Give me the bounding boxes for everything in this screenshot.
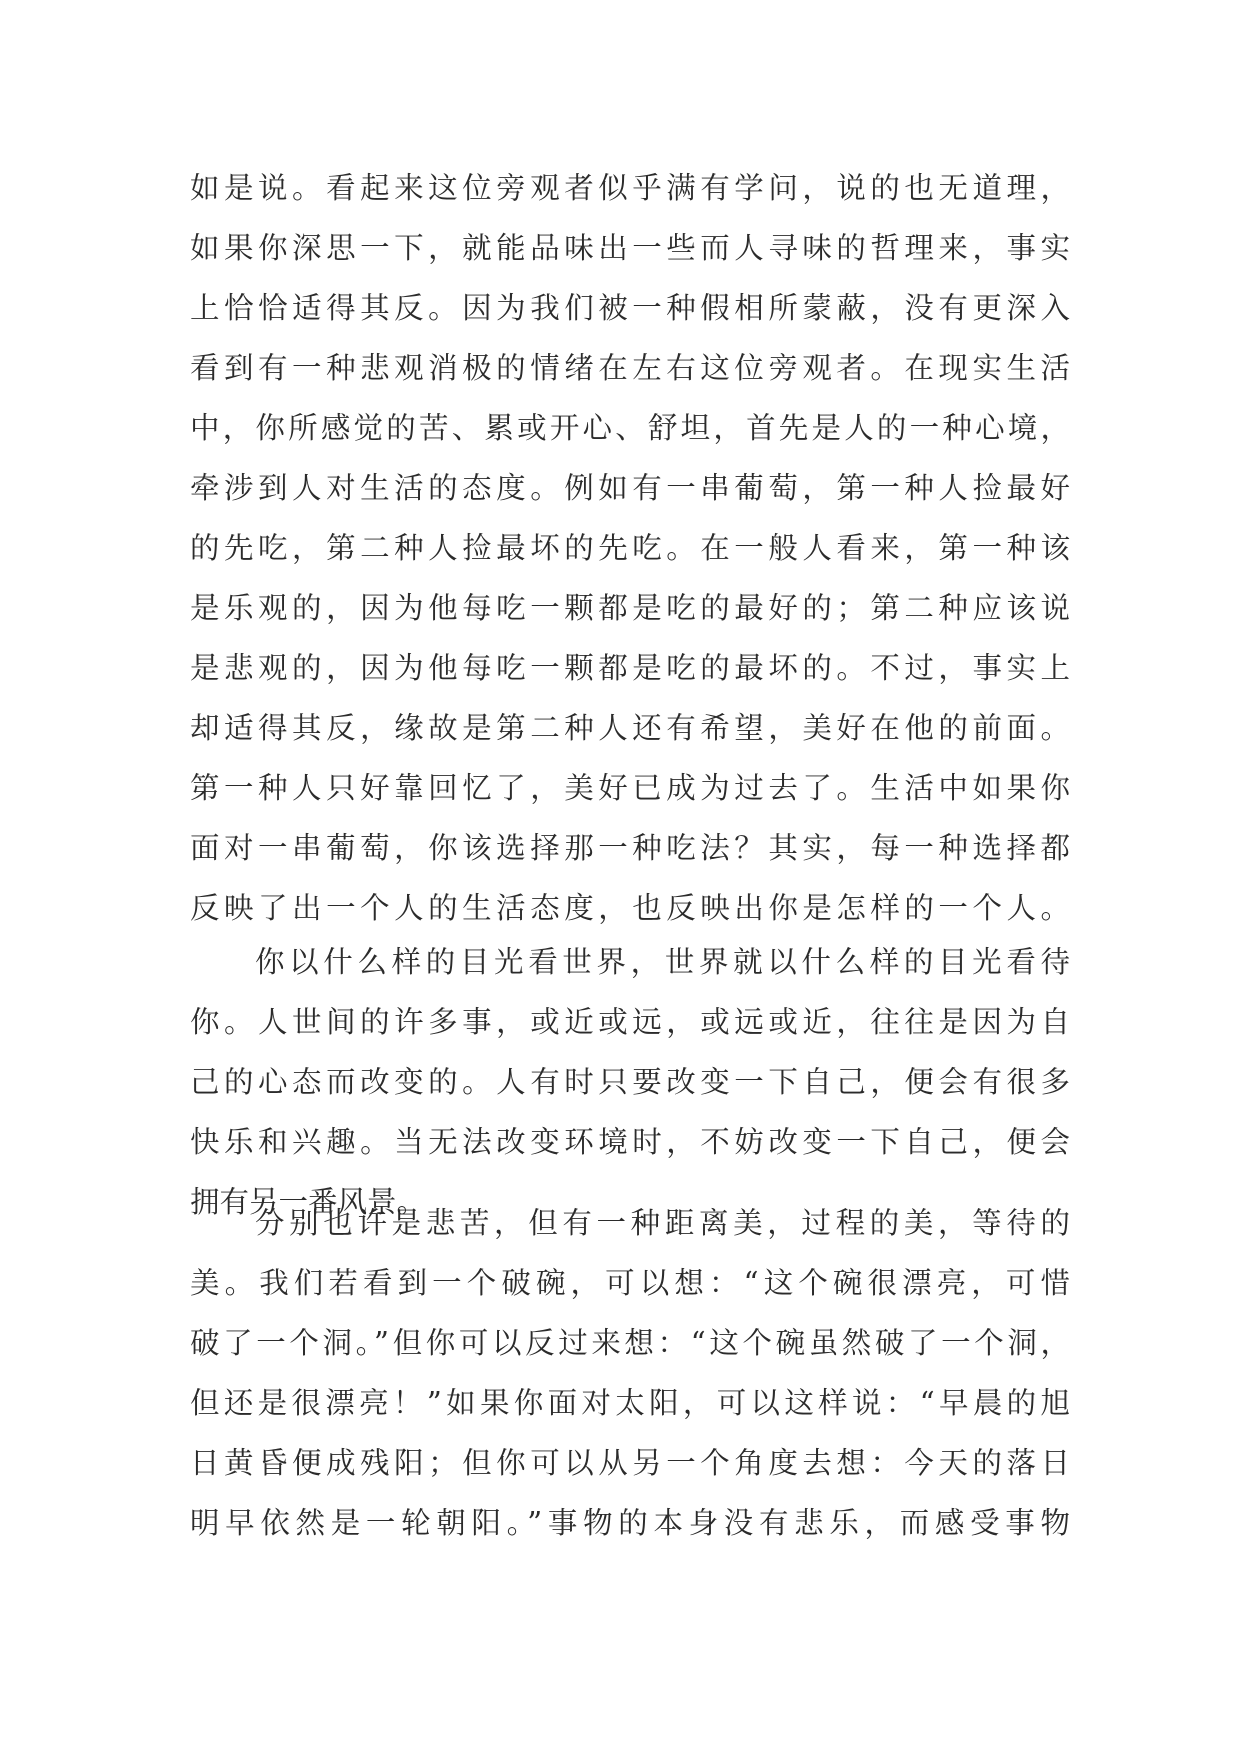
text-line: 你以什么样的目光看世界，世界就以什么样的目光看待	[255, 945, 1070, 979]
text-line: 你。人世间的许多事，或近或远，或远或近，往往是因为自	[190, 1005, 1070, 1039]
text-line: 看到有一种悲观消极的情绪在左右这位旁观者。在现实生活	[190, 351, 1070, 385]
text-line: 第一种人只好靠回忆了，美好已成为过去了。生活中如果你	[190, 771, 1070, 805]
text-line: 但还是很漂亮！”如果你面对太阳，可以这样说：“早晨的旭	[190, 1386, 1070, 1420]
text-line: 是乐观的，因为他每吃一颗都是吃的最好的；第二种应该说	[190, 591, 1070, 625]
text-line: 如是说。看起来这位旁观者似乎满有学问，说的也无道理，	[190, 171, 1070, 205]
text-line: 日黄昏便成残阳；但你可以从另一个角度去想：今天的落日	[190, 1446, 1070, 1480]
text-line: 分别也许是悲苦，但有一种距离美，过程的美，等待的	[255, 1206, 1070, 1240]
text-line: 牵涉到人对生活的态度。例如有一串葡萄，第一种人捡最好	[190, 471, 1070, 505]
text-line: 面对一串葡萄，你该选择那一种吃法？其实，每一种选择都	[190, 831, 1070, 865]
text-line: 破了一个洞。”但你可以反过来想：“这个碗虽然破了一个洞，	[190, 1326, 1070, 1360]
text-line: 美。我们若看到一个破碗，可以想：“这个碗很漂亮，可惜	[190, 1266, 1070, 1300]
text-line: 快乐和兴趣。当无法改变环境时，不妨改变一下自己，便会	[190, 1125, 1070, 1159]
text-line: 的先吃，第二种人捡最坏的先吃。在一般人看来，第一种该	[190, 531, 1070, 565]
text-line: 却适得其反，缘故是第二种人还有希望，美好在他的前面。	[190, 711, 1070, 745]
text-line: 中，你所感觉的苦、累或开心、舒坦，首先是人的一种心境，	[190, 411, 1070, 445]
text-line: 明早依然是一轮朝阳。”事物的本身没有悲乐，而感受事物	[190, 1506, 1070, 1540]
text-line: 上恰恰适得其反。因为我们被一种假相所蒙蔽，没有更深入	[190, 291, 1070, 325]
text-line: 反映了出一个人的生活态度，也反映出你是怎样的一个人。	[190, 891, 1070, 925]
text-line: 己的心态而改变的。人有时只要改变一下自己，便会有很多	[190, 1065, 1070, 1099]
text-line: 如果你深思一下，就能品味出一些而人寻味的哲理来，事实	[190, 231, 1070, 265]
text-line: 拥有另一番风景。	[190, 1185, 427, 1219]
text-line: 是悲观的，因为他每吃一颗都是吃的最坏的。不过，事实上	[190, 651, 1070, 685]
